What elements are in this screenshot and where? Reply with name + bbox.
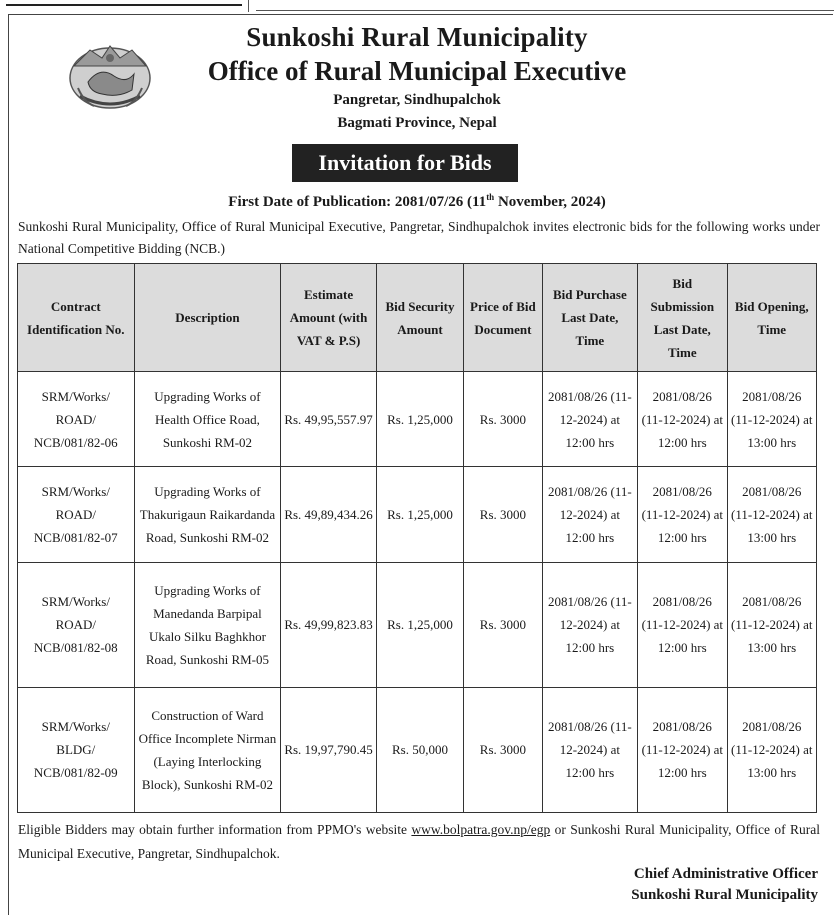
cell-description: Upgrading Works of Thakurigaun Raikardanda Road, Sunkoshi RM-02 (134, 467, 281, 562)
cell-purchase-date: 2081/08/26 (11-12-2024) at 12:00 hrs (542, 372, 637, 467)
cell-contract-id: SRM/Works/ BLDG/ NCB/081/82-09 (18, 687, 135, 812)
cell-contract-id: SRM/Works/ ROAD/ NCB/081/82-08 (18, 562, 135, 687)
cell-submission-date: 2081/08/26 (11-12-2024) at 12:00 hrs (638, 372, 727, 467)
table-row (18, 687, 817, 812)
cell-estimate: Rs. 49,95,557.97 (281, 372, 376, 467)
cell-contract-id: SRM/Works/ ROAD/ NCB/081/82-07 (18, 467, 135, 562)
cell-estimate: Rs. 19,97,790.45 (281, 687, 376, 812)
cell-purchase-date: 2081/08/26 (11-12-2024) at 12:00 hrs (542, 562, 637, 687)
table-header-row (18, 264, 817, 372)
cell-purchase-date: 2081/08/26 (11-12-2024) at 12:00 hrs (542, 687, 637, 812)
cell-opening: 2081/08/26 (11-12-2024) at 13:00 hrs (727, 372, 816, 467)
cell-submission-date: 2081/08/26 (11-12-2024) at 12:00 hrs (638, 562, 727, 687)
col-opening: Bid Opening, Time (727, 264, 816, 372)
cell-submission-date: 2081/08/26 (11-12-2024) at 12:00 hrs (638, 687, 727, 812)
cell-bid-security: Rs. 50,000 (376, 687, 463, 812)
cell-bid-security: Rs. 1,25,000 (376, 562, 463, 687)
signatory-title: Chief Administrative Officer (633, 866, 818, 882)
bids-table (17, 263, 817, 813)
address-line-2: Bagmati Province, Nepal (337, 115, 497, 131)
cell-bid-security: Rs. 1,25,000 (376, 467, 463, 562)
cell-estimate: Rs. 49,89,434.26 (281, 467, 376, 562)
cell-price: Rs. 3000 (464, 467, 542, 562)
cell-description: Upgrading Works of Health Office Road, Sunkoshi RM-02 (134, 372, 281, 467)
cell-purchase-date: 2081/08/26 (11-12-2024) at 12:00 hrs (542, 467, 637, 562)
cell-price: Rs. 3000 (464, 372, 542, 467)
cell-contract-id: SRM/Works/ ROAD/ NCB/081/82-06 (18, 372, 135, 467)
cell-submission-date: 2081/08/26 (11-12-2024) at 12:00 hrs (638, 467, 727, 562)
signatory-org: Sunkoshi Rural Municipality (631, 887, 818, 903)
col-description: Description (134, 264, 281, 372)
col-estimate: Estimate Amount (with VAT & P.S) (281, 264, 376, 372)
publication-date: First Date of Publication: 2081/07/26 (11th November, 2024) (228, 192, 606, 210)
cell-estimate: Rs. 49,99,823.83 (281, 562, 376, 687)
intro-paragraph: Sunkoshi Rural Municipality, Office of Rural Municipal Executive, Pangretar, Sindhupalchok invites electronic bids for the following works under National Competitive Bidding (NCB.) (18, 219, 820, 256)
cell-description: Upgrading Works of Manedanda Barpipal Ukalo Silku Baghkhor Road, Sunkoshi RM-05 (134, 562, 281, 687)
address-line-1: Pangretar, Sindhupalchok (333, 92, 501, 108)
col-purchase-date: Bid Purchase Last Date, Time (542, 264, 637, 372)
cell-opening: 2081/08/26 (11-12-2024) at 13:00 hrs (727, 687, 816, 812)
bolpatra-link[interactable]: www.bolpatra.gov.np/egp (411, 822, 551, 837)
footer-paragraph: Eligible Bidders may obtain further information from PPMO's website www.bolpatra.gov.np/egp or Sunkoshi Rural Municipality, Office of Rural Municipal Executive, Pangretar, Sindhupalchok. (18, 822, 821, 861)
municipality-name: Sunkoshi Rural Municipality (246, 22, 588, 52)
col-contract-id: Contract Identification No. (18, 264, 135, 372)
cell-price: Rs. 3000 (464, 687, 542, 812)
cell-price: Rs. 3000 (464, 562, 542, 687)
top-rule (0, 0, 834, 14)
table-row (18, 562, 817, 687)
col-submission-date: Bid Submission Last Date, Time (638, 264, 727, 372)
table-row (18, 467, 817, 562)
table-row (18, 372, 817, 467)
cell-opening: 2081/08/26 (11-12-2024) at 13:00 hrs (727, 467, 816, 562)
office-name: Office of Rural Municipal Executive (207, 56, 627, 86)
notice-title: Invitation for Bids (292, 144, 518, 182)
col-bid-security: Bid Security Amount (376, 264, 463, 372)
cell-opening: 2081/08/26 (11-12-2024) at 13:00 hrs (727, 562, 816, 687)
col-price: Price of Bid Document (464, 264, 542, 372)
cell-bid-security: Rs. 1,25,000 (376, 372, 463, 467)
cell-description: Construction of Ward Office Incomplete Nirman (Laying Interlocking Block), Sunkoshi RM-02 (134, 687, 281, 812)
